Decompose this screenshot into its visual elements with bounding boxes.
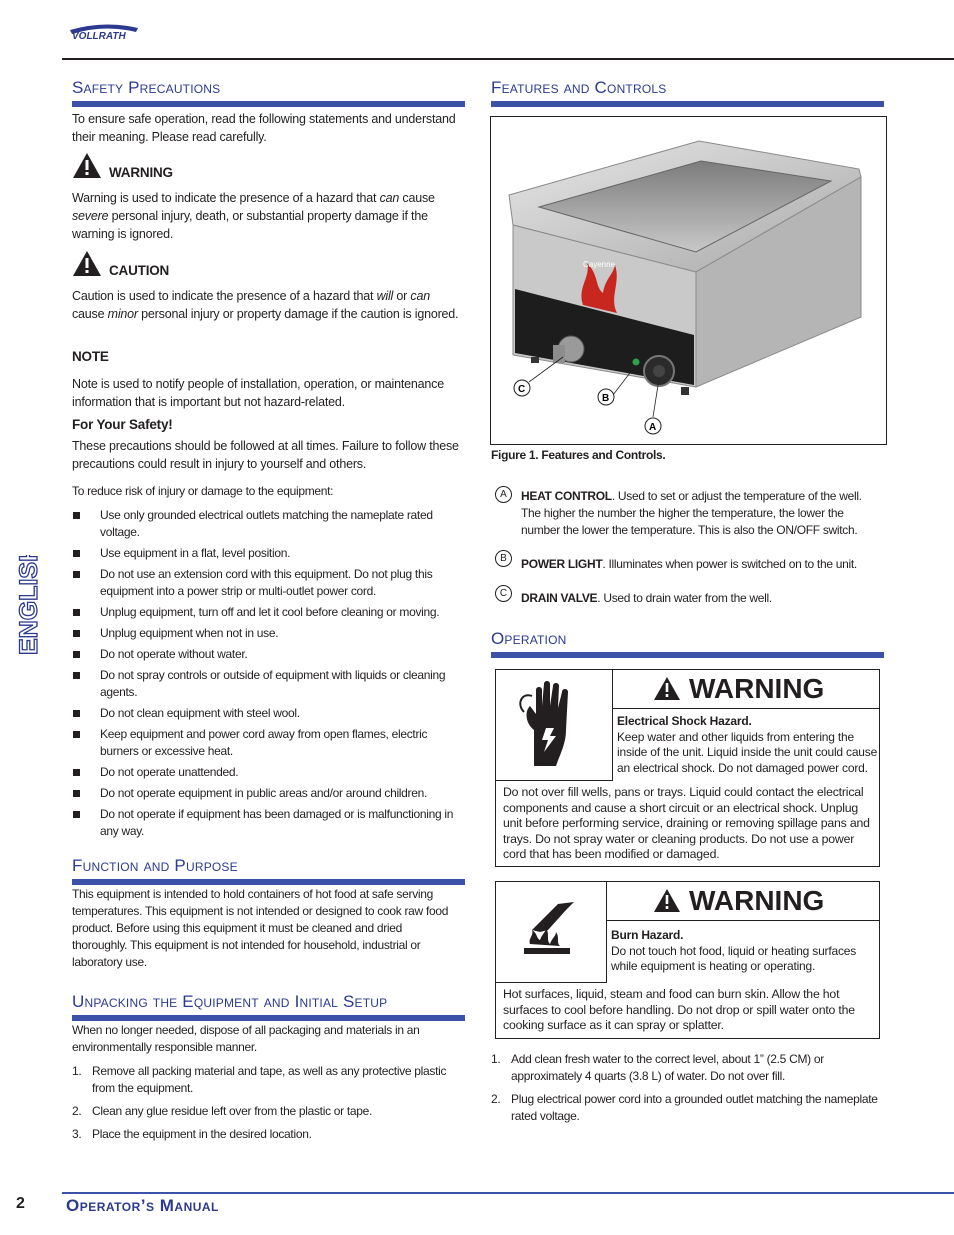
list-item: 3. Place the equipment in the desired location. [72,1127,312,1141]
hazard-description: Electrical Shock Hazard. Keep water and other liquids from entering the inside of the unit. Liquid inside the unit could cause an electrical shock. Do not damaged power cord. [617,714,878,775]
unit-brand-label: Cayenne [583,260,616,269]
feature-letter: A [495,486,512,503]
figure-caption: Figure 1. Features and Controls. [491,448,666,462]
language-tab-label: ENGLISH [15,555,43,655]
unpacking-heading-bar [72,1015,465,1021]
warning-banner [613,670,879,709]
unpacking-steps [72,1063,464,1149]
operation-heading: Operation [491,629,567,648]
hazard-pictogram-cell [496,670,613,781]
safety-bullet-list [72,507,464,844]
vollrath-logo [68,22,140,44]
unpacking-intro: When no longer needed, dispose of all packaging and materials in an environmentally responsible manner. [72,1023,420,1054]
list-item: Do not spray controls or outside of equipment with liquids or cleaning agents. [72,667,464,701]
safety-heading: Safety Precautions [72,78,221,97]
operation-heading-bar [491,652,884,658]
list-item: Use equipment in a flat, level position. [72,545,464,562]
list-item: Do not use an extension cord with this equipment. Do not plug this equipment into a power strip or multi-outlet power cord. [72,566,464,600]
warning-triangle-icon [72,152,102,179]
warning-label: WARNING [109,165,173,180]
list-item: 2. Clean any glue residue left over from the plastic or tape. [72,1104,373,1118]
list-item: 1. Remove all packing material and tape, as well as any protective plastic from the equipment. [72,1064,447,1095]
warning-title: WARNING [689,885,825,916]
warning-banner [607,882,879,921]
svg-text:VOLLRATH: VOLLRATH [72,31,126,42]
function-text: This equipment is intended to hold containers of hot food at safe serving temperatures. This equipment is not intended or designed to cook raw food product. Before using this equipment it must be cleaned and dried thoroughly. This equipment is not intended for household, industrial or laboratory use. [72,887,449,969]
electric-shock-hand-icon [496,670,612,780]
warning-title: WARNING [689,673,825,704]
for-your-safety-text: These precautions should be followed at all times. Failure to follow these precautions could result in injury to yourself and others. [72,439,459,471]
warning-triangle-icon [653,888,681,913]
burn-hazard-warning-box [495,881,880,1039]
hot-surface-hand-icon [496,882,606,982]
header-rule [62,58,954,60]
feature-letter: B [495,550,512,567]
hazard-pictogram-cell [496,882,607,983]
features-heading-bar [491,101,884,107]
callout-c: C [518,384,526,395]
list-item: Use only grounded electrical outlets matching the nameplate rated voltage. [72,507,464,541]
for-your-safety-label: For Your Safety! [72,417,173,432]
list-item: 1. Add clean fresh water to the correct level, about 1” (2.5 CM) or approximately 4 quarts (3.8 L) of water. Do not over fill. [491,1052,824,1083]
feature-letter: C [495,585,512,602]
list-item: Do not operate without water. [72,646,464,663]
caution-definition: Caution is used to indicate the presence of a hazard that will or can cause minor personal injury or property damage if the caution is ignored. [72,289,459,321]
note-label: NOTE [72,349,109,364]
warning-body: Do not over fill wells, pans or trays. Liquid could contact the electrical components and cause a short circuit or an electrical shock. Unplug unit before performing service, draining or removing spillage pans and trays. Do not spray water or cleaning products. Do not use a power cord that has been modified or damaged. [503,785,870,861]
callout-a: A [649,422,657,433]
footer-rule [62,1192,954,1194]
page-number: 2 [16,1195,25,1212]
list-item: Do not operate unattended. [72,764,464,781]
reduce-risk-text: To reduce risk of injury or damage to the equipment: [72,484,334,498]
features-figure [490,116,887,445]
manual-title: Operator’s Manual [66,1196,219,1215]
caution-label: CAUTION [109,263,170,278]
safety-intro: To ensure safe operation, read the following statements and understand their meaning. Please read carefully. [72,112,456,144]
electrical-shock-warning-box [495,669,880,867]
caution-triangle-icon [72,250,102,277]
unpacking-heading: Unpacking the Equipment and Initial Setup [72,992,388,1011]
list-item: Do not operate if equipment has been damaged or is malfunctioning in any way. [72,806,464,840]
hazard-description: Burn Hazard. Do not touch hot food, liquid or heating surfaces while equipment is heating or operating. [611,928,857,973]
list-item: Unplug equipment when not in use. [72,625,464,642]
list-item: 2. Plug electrical power cord into a grounded outlet matching the nameplate rated voltage. [491,1092,878,1123]
list-item: Do not clean equipment with steel wool. [72,705,464,722]
warning-body: Hot surfaces, liquid, steam and food can burn skin. Allow the hot surfaces to cool before handling. Do not drop or spill water onto the cooking surface as it can spray or splatter. [503,987,855,1032]
safety-heading-bar [72,101,465,107]
list-item: Keep equipment and power cord away from open flames, electric burners or excessive heat. [72,726,464,760]
list-item: Unplug equipment, turn off and let it cool before cleaning or moving. [72,604,464,621]
operation-steps [491,1051,885,1131]
language-tab [10,555,44,659]
callout-b: B [602,393,610,404]
features-heading: Features and Controls [491,78,667,97]
warning-definition: Warning is used to indicate the presence of a hazard that can cause severe personal injury, death, or substantial property damage if the warning is ignored. [72,191,435,241]
function-heading: Function and Purpose [72,856,238,875]
list-item: Do not operate equipment in public areas and/or around children. [72,785,464,802]
note-definition: Note is used to notify people of installation, operation, or maintenance information that is important but not hazard-related. [72,377,444,409]
warning-triangle-icon [653,676,681,701]
function-heading-bar [72,879,465,885]
food-warmer-illustration [491,117,886,444]
